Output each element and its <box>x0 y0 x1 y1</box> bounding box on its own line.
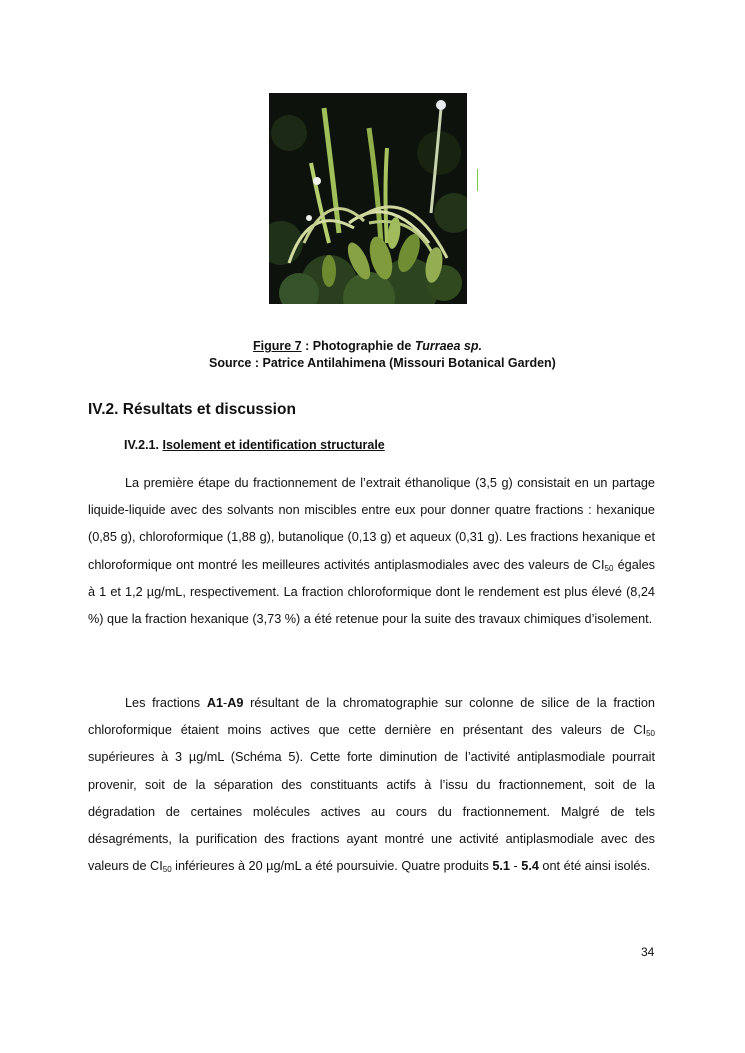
p2-bold-5-4: 5.4 <box>521 859 539 874</box>
figure-label: Figure 7 <box>253 339 302 353</box>
green-line-mark <box>477 169 478 191</box>
p2-text-5: - <box>509 859 522 874</box>
section-heading <box>88 401 296 419</box>
paragraph-fractionation <box>88 470 655 633</box>
page-number: 34 <box>641 945 655 959</box>
p2-text-3: supérieures à 3 µg/mL (Schéma 5). Cette forte diminution de l’activité antiplasmodiale pourrait provenir, soit de la séparation des constituants actifs à l’issu du fractionnement, soit de la dégradation de certaines molécules actives au cours du fractionnement. Malgré de tels désagréments, la purification des fractions ayant montré une activité antiplasmodiale avec des valeurs de CI <box>88 750 655 874</box>
figure-caption <box>253 339 482 353</box>
subsection-number: IV.2.1. <box>124 438 159 452</box>
section-title: Résultats et discussion <box>122 401 296 418</box>
section-number: IV.2. <box>88 401 119 418</box>
subsection-title: Isolement et identification structurale <box>162 438 385 452</box>
subsection-heading <box>124 438 385 452</box>
p2-text-6: ont été ainsi isolés. <box>538 859 651 874</box>
p2-text-2: résultant de la chromatographie sur colonne de silice de la fraction chloroformique étaient moins actives que cette dernière en présentant des valeurs de CI <box>88 696 655 738</box>
figure-source: Source : Patrice Antilahimena (Missouri Botanical Garden) <box>209 356 556 370</box>
p2-bold-a9: A9 <box>227 696 244 710</box>
p2-bold-a1: A1 <box>206 696 224 710</box>
p2-text-1: Les fractions <box>125 696 207 710</box>
plant-illustration <box>269 93 467 304</box>
p2-sub-2: 50 <box>162 865 172 875</box>
p2-sub-1: 50 <box>646 729 655 739</box>
p2-text-4: inférieures à 20 µg/mL a été poursuivie. Quatre produits <box>171 859 493 874</box>
paragraph-chromatography <box>88 690 655 880</box>
p1-text-1: La première étape du fractionnement de l’extrait éthanolique (3,5 g) consistait en un partage liquide-liquide avec des solvants non miscibles entre eux pour donner quatre fractions : hexanique (0,85 g), chloroformique (1,88 g), butanolique (0,13 g) et aqueux (0,31 g). Les fractions hexanique et chloroformique ont montré les meilleures activités antiplasmodiales avec des valeurs de CI <box>88 476 655 572</box>
p1-sub-1: 50 <box>604 563 614 573</box>
p2-dash: - <box>223 696 228 710</box>
p2-bold-5-1: 5.1 <box>492 859 510 874</box>
figure-caption-text: : Photographie de <box>301 339 415 353</box>
figure-photo-turraea <box>269 93 467 304</box>
figure-species: Turraea sp. <box>414 339 482 353</box>
p1-text-2: égales à 1 et 1,2 µg/mL, respectivement. La fraction chloroformique dont le rendement est plus élevé (8,24 %) que la fraction hexanique (3,73 %) a été retenue pour la suite des travaux chimiques d’isolement. <box>88 557 655 627</box>
